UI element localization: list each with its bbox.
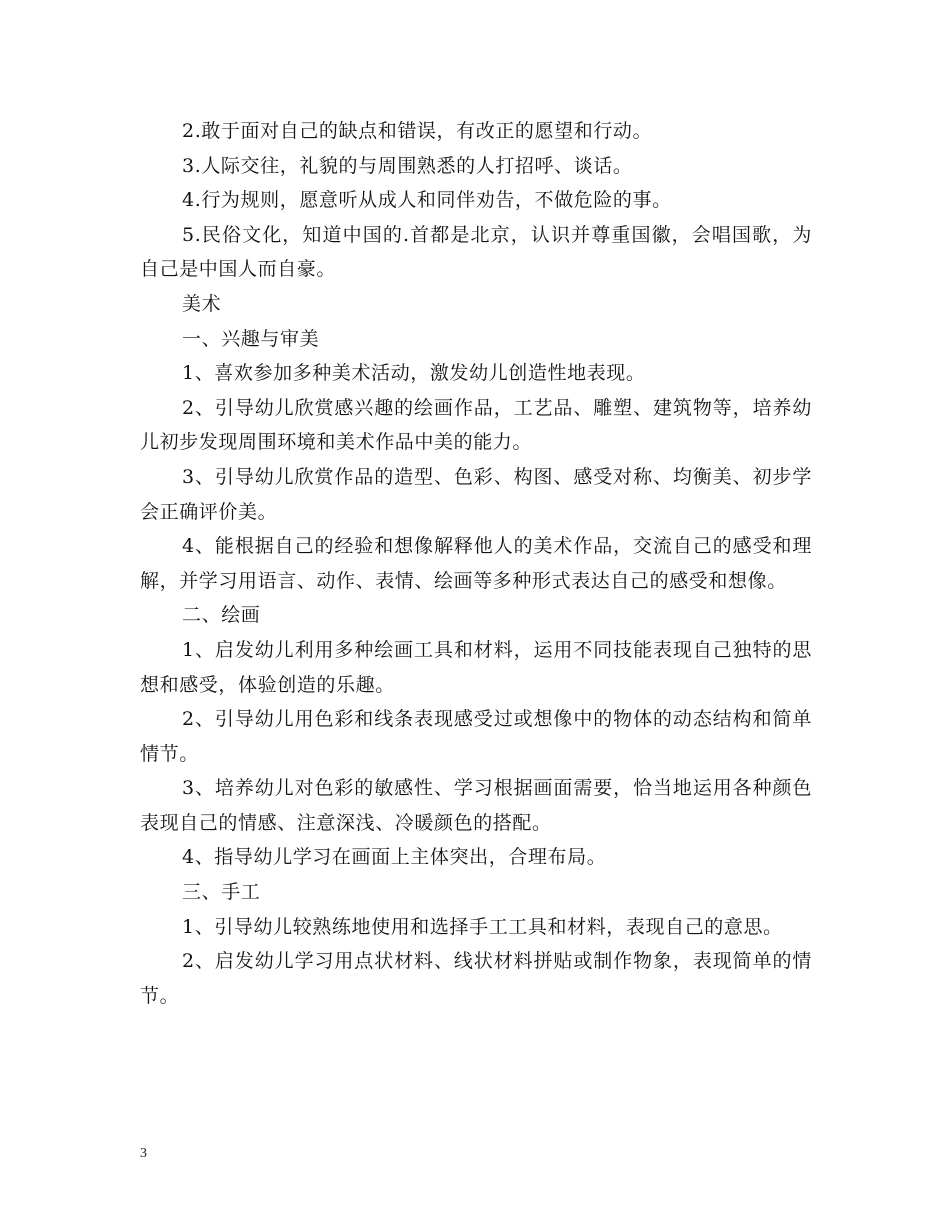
- section-heading: 美术: [182, 292, 222, 315]
- paragraph: 4.行为规则，愿意听从成人和同伴劝告，不做危险的事。: [182, 189, 672, 212]
- paragraph: 3、培养幼儿对色彩的敏感性、学习根据画面需要，恰当地运用各种颜色表现自己的情感、注意深浅、冷暖颜色的搭配。: [140, 777, 812, 834]
- paragraph: 1、启发幼儿利用多种绘画工具和材料，运用不同技能表现自己独特的思想和感受，体验创造的乐趣。: [140, 638, 812, 696]
- paragraph: 1、引导幼儿较熟练地使用和选择手工工具和材料，表现自己的意思。: [182, 915, 783, 938]
- paragraph: 3、引导幼儿欣赏作品的造型、色彩、构图、感受对称、均衡美、初步学会正确评价美。: [140, 465, 812, 523]
- subsection-heading: 二、绘画: [182, 604, 261, 627]
- paragraph: 4、能根据自己的经验和想像解释他人的美术作品，交流自己的感受和理解，并学习用语言、动作、表情、绘画等多种形式表达自己的感受和想像。: [140, 535, 812, 592]
- paragraph: 2、引导幼儿欣赏感兴趣的绘画作品，工艺品、雕塑、建筑物等，培养幼儿初步发现周围环境和美术作品中美的能力。: [140, 396, 812, 454]
- page-number: 3: [140, 1146, 147, 1161]
- paragraph: 2、启发幼儿学习用点状材料、线状材料拼贴或制作物象，表现简单的情节。: [140, 950, 812, 1007]
- paragraph: 3.人际交往，礼貌的与周围熟悉的人打招呼、谈话。: [182, 154, 633, 177]
- paragraph: 2、引导幼儿用色彩和线条表现感受过或想像中的物体的动态结构和简单情节。: [140, 708, 812, 765]
- subsection-heading: 一、兴趣与审美: [182, 327, 320, 350]
- paragraph: 1、喜欢参加多种美术活动，激发幼儿创造性地表现。: [182, 362, 646, 385]
- subsection-heading: 三、手工: [182, 881, 261, 904]
- paragraph: 5.民俗文化，知道中国的.首都是北京，认识并尊重国徽，会唱国歌，为自己是中国人而自豪。: [140, 223, 812, 281]
- document-body: [140, 114, 812, 1013]
- paragraph: 2.敢于面对自己的缺点和错误，有改正的愿望和行动。: [182, 120, 653, 142]
- paragraph: 4、指导幼儿学习在画面上主体突出，合理布局。: [182, 846, 607, 869]
